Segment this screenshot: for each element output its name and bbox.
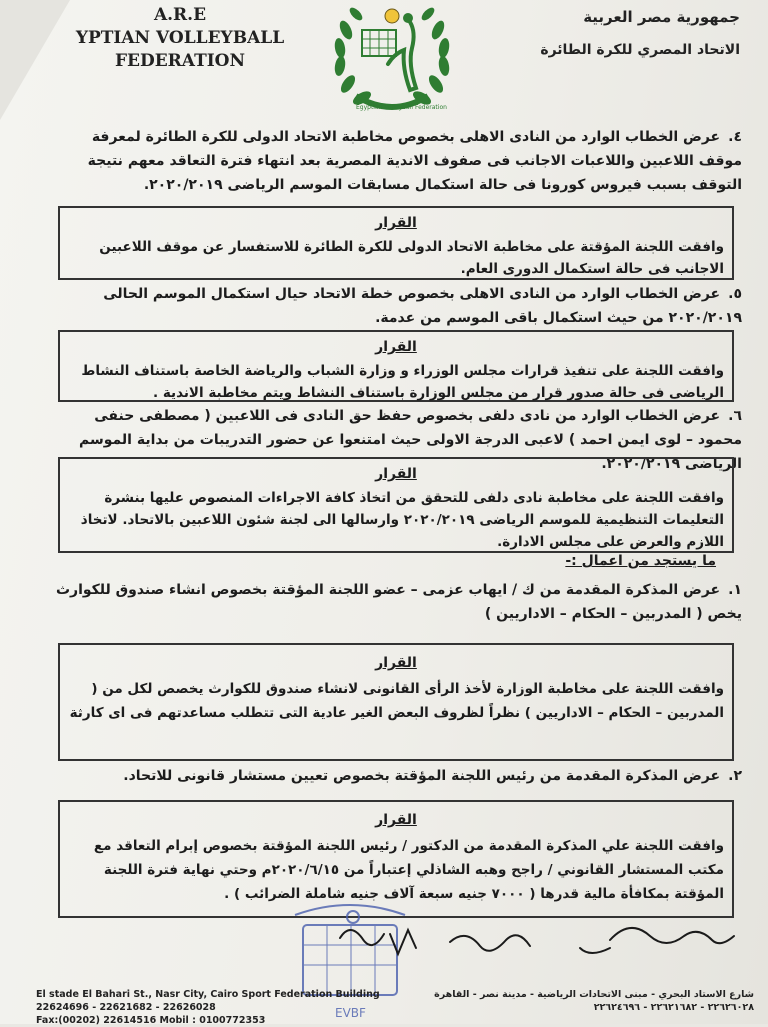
decision-text: وافقت اللجنة على تنفيذ قرارات مجلس الوزراء و وزارة الشباب والرياضة الخاصة باستناف النشاط الرياضى فى حالة صدور قرار من مجلس الوزارة باستناف النشاط ويتم مخاطبة الاندية . <box>81 363 724 401</box>
decision-title: القرار <box>375 339 417 355</box>
decision-box-2 <box>58 330 734 402</box>
decision-title: القرار <box>375 466 417 482</box>
header-ar-line2: الاتحاد المصري للكرة الطائرة <box>540 42 740 58</box>
footer-arabic <box>424 988 754 1014</box>
decision-box-1 <box>58 206 734 280</box>
decision-title: القرار <box>375 215 417 231</box>
decision-box-3 <box>58 457 734 553</box>
header-english <box>60 4 300 73</box>
footer-en-phones: 22624696 - 22621682 - 22626028 <box>36 1002 216 1013</box>
item-text: عرض المذكرة المقدمة من ك / ايهاب عزمى – عضو اللجنة المؤقتة بخصوص انشاء صندوق للكوارث يخص ( المدربين – الحكام – الاداريين ) <box>55 582 742 622</box>
header-ar-line1: جمهورية مصر العربية <box>583 8 740 26</box>
footer-en-address: El stade El Bahari St., Nasr City, Cairo Sport Federation Building <box>36 989 380 1000</box>
item-text: عرض المذكرة المقدمة من رئيس اللجنة المؤقتة بخصوص تعيين مستشار قانونى للاتحاد. <box>123 768 721 784</box>
decision-text: وافقت اللجنة على مخاطبة نادى دلفى للتحقق من اتخاذ كافة الاجراءات المنصوص عليها بنشرة التعليمات التنظيمية للموسم الرياضى ٢٠٢٠/٢٠١٩ وارسالها الى لجنة شئون اللاعبين بالاتحاد. لاتخاذ اللازم والعرض على مجلس الادارة. <box>80 490 724 550</box>
header-en-line2: YPTIAN VOLLEYBALL <box>75 28 285 48</box>
footer-ar-phones: ٢٢٦٢٦٠٢٨ - ٢٢٦٢١٦٨٢ - ٢٢٦٢٤٦٩٦ <box>593 1002 754 1013</box>
new-agenda-item-2 <box>52 764 742 788</box>
decision-text: وافقت اللجنة على مخاطبة الوزارة لأخذ الرأى القانونى لانشاء صندوق للكوارث يخصص لكل من ( المدربين – الحكام – الاداريين ) نظراً لظروف البعض الغير عادية التى تتطلب مساعدتهم فى اى كارثة <box>69 681 724 721</box>
item-number: ٥. <box>728 286 742 302</box>
item-text: عرض الخطاب الوارد من النادى الاهلى بخصوص خطة الاتحاد حيال استكمال الموسم الحالى ٢٠٢٠/٢٠١٩ من حيث استكمال باقى الموسم من عدمة. <box>103 286 742 326</box>
item-number: ١. <box>728 582 742 598</box>
decision-text: وافقت اللجنة المؤقتة على مخاطبة الاتحاد الدولى للكرة الطائرة للاستفسار عن موقف اللاعبين الاجانب فى حالة استكمال الدورى العام. <box>99 239 724 277</box>
item-number: ٤. <box>728 129 742 145</box>
logo-caption: Egyptian Volleyball Federation <box>356 104 447 111</box>
item-text: عرض الخطاب الوارد من نادى دلفى بخصوص حفظ حق النادى فى اللاعبين ( مصطفى حنفى محمود – لوى ايمن احمد ) لاعبى الدرجة الاولى حيث امتنعوا عن حضور التدريبات من بداية الموسم الرياضى ٢٠٢٠/٢٠١٩. <box>79 408 742 472</box>
header-arabic <box>490 8 740 58</box>
footer-ar-address: شارع الاستاد البحري - مبنى الاتحادات الرياضية - مدينة نصر - القاهرة <box>434 989 754 1000</box>
new-business-heading: ما يستجد من اعمال :- <box>565 553 716 569</box>
new-agenda-item-1 <box>52 578 742 626</box>
decision-text: وافقت اللجنة علي المذكرة المقدمة من الدكتور / رئيس اللجنة المؤقتة بخصوص إبرام التعاقد مع مكتب المستشار القانوني / راجح وهبه الشاذلي إعتباراً من ٢٠٢٠/٦/١٥م وحتي نهاية فترة اللجنة المؤقتة بمكافأة مالية قدرها ( ٧٠٠٠ جنيه سبعة آلاف جنيه شاملة الضرائب ) . <box>93 838 724 902</box>
stamp-text: EVBF <box>335 1006 366 1020</box>
item-number: ٢. <box>728 768 742 784</box>
header-en-line1: A.R.E <box>153 5 207 25</box>
agenda-item-4 <box>52 125 742 197</box>
decision-box-4 <box>58 643 734 761</box>
federation-logo <box>326 0 458 118</box>
item-number: ٦. <box>728 408 742 424</box>
signatures <box>280 912 750 968</box>
footer-en-fax: Fax:(00202) 22614516 Mobil : 0100772353 <box>36 1015 266 1026</box>
footer-english <box>36 988 396 1027</box>
decision-title: القرار <box>375 812 417 828</box>
agenda-item-5 <box>52 282 742 330</box>
decision-title: القرار <box>375 655 417 671</box>
item-text: عرض الخطاب الوارد من النادى الاهلى بخصوص مخاطبة الاتحاد الدولى للكرة الطائرة لمعرفة موقف اللاعبين واللاعبات الاجانب فى صفوف الاندية المصرية بعد انتهاء فترة التعاقد معهم نتيجة التوقف بسبب فيروس كورونا فى حالة استكمال مسابقات الموسم الرياضى ٢٠٢٠/٢٠١٩. <box>87 129 742 193</box>
header-en-line3: FEDERATION <box>114 51 246 71</box>
